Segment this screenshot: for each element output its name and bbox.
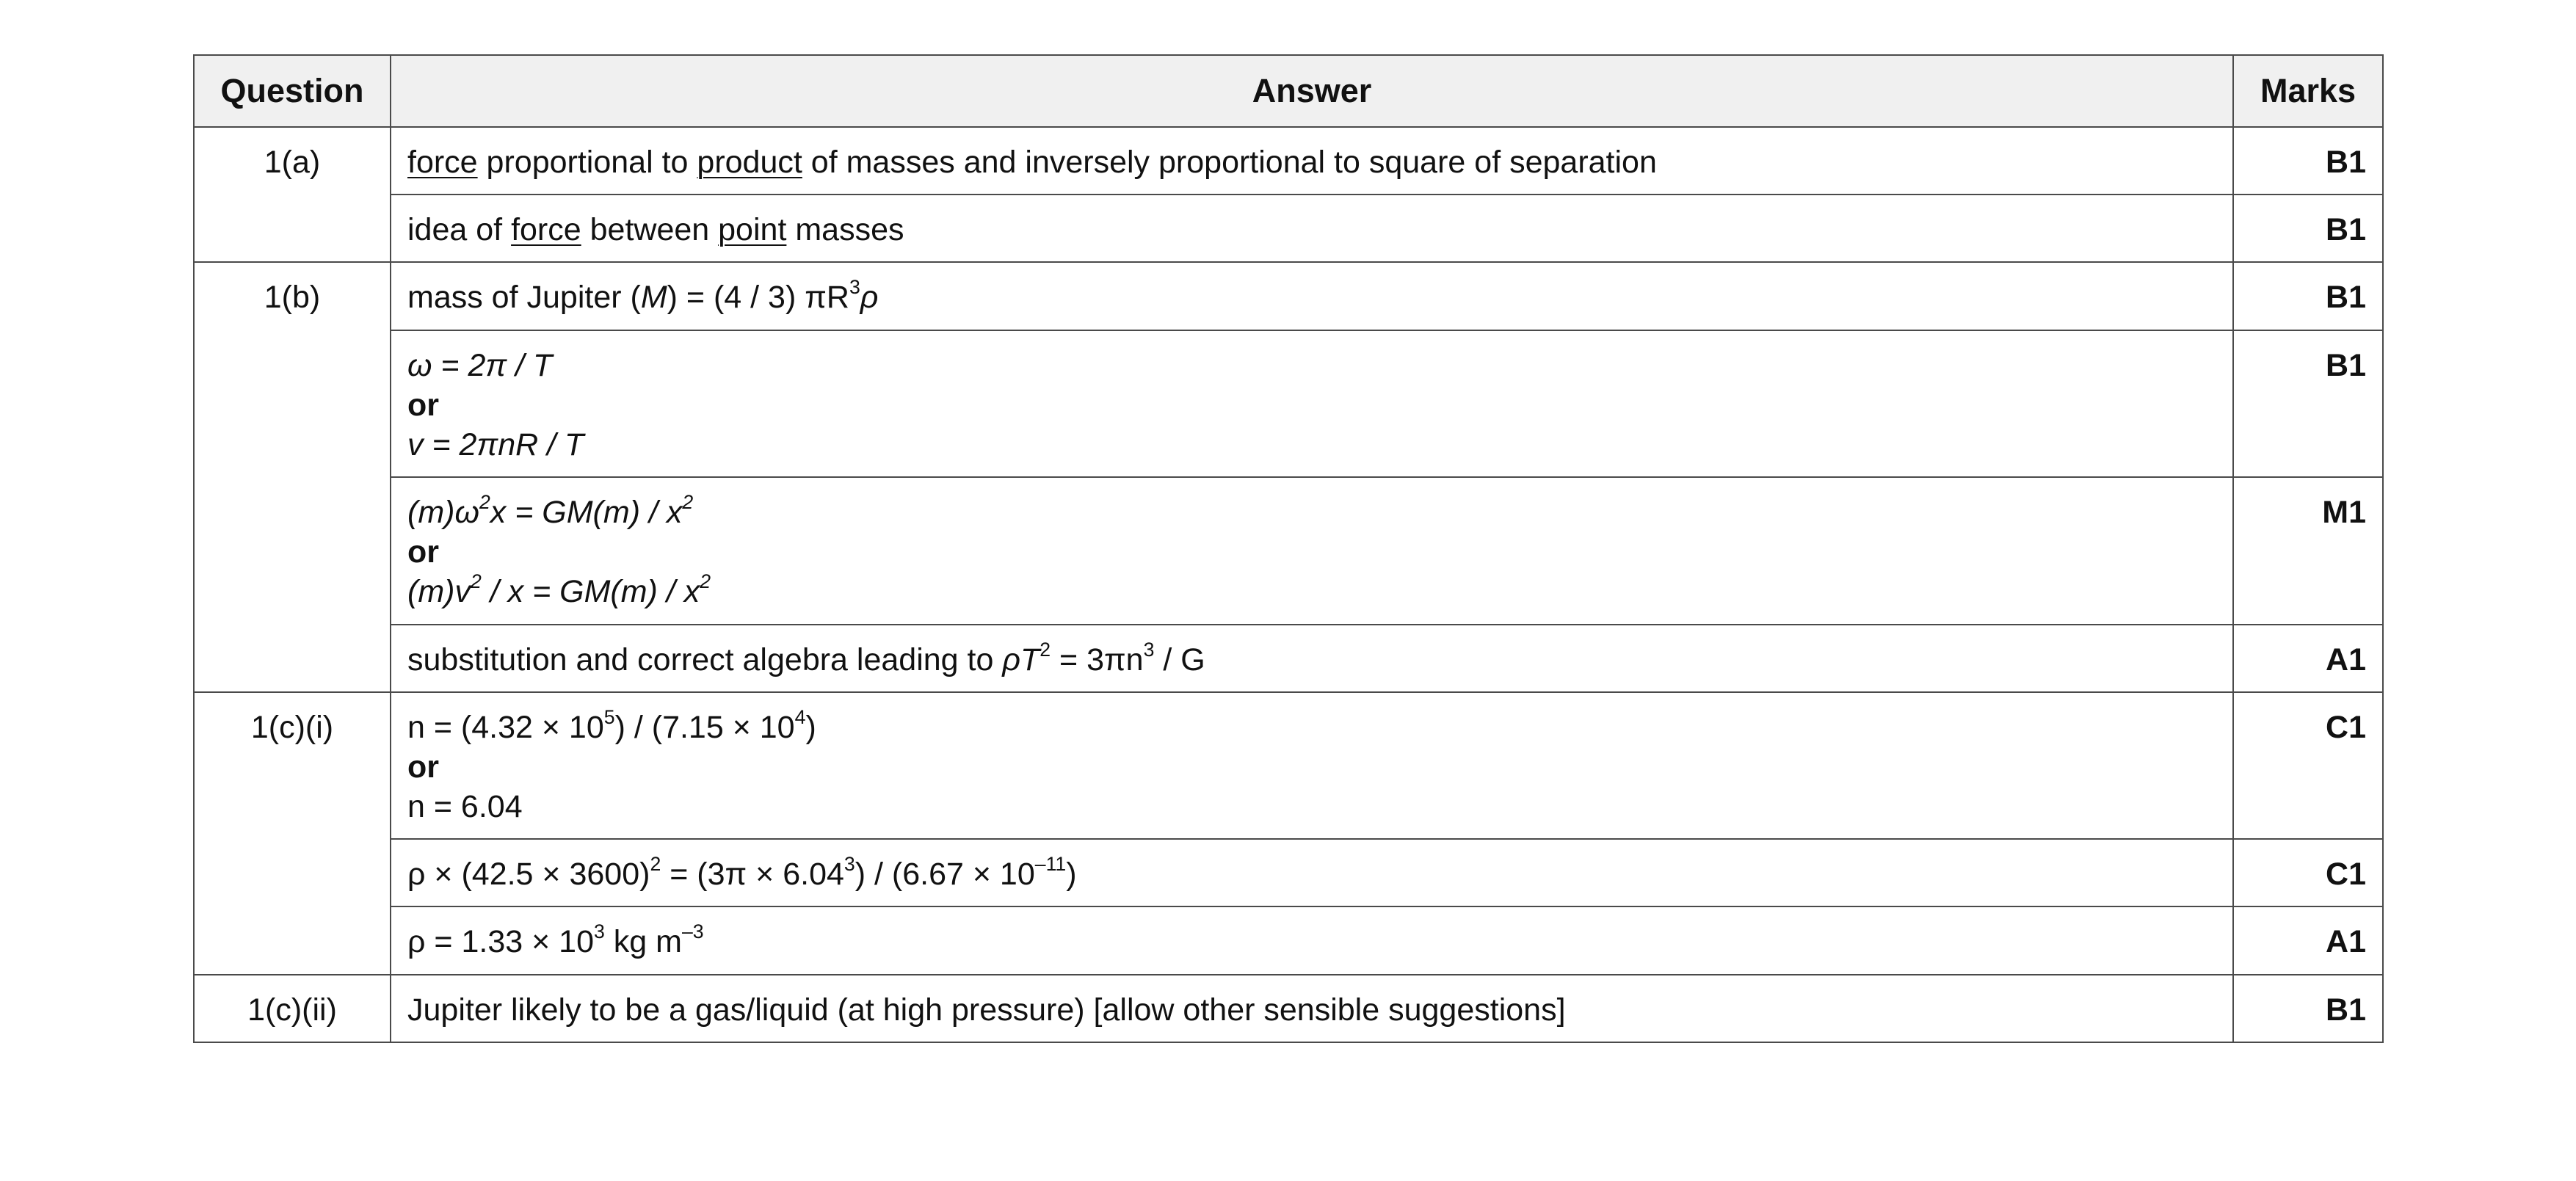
superscript: –11 (1034, 853, 1067, 876)
table-header (194, 55, 2383, 127)
answer-text: M (640, 280, 667, 316)
answer-text: x = GM(m) / x (490, 495, 683, 531)
answer-cell (391, 692, 2233, 840)
question-number: 1(a) (194, 127, 391, 262)
answer-cell (391, 477, 2233, 625)
answer-line (407, 490, 2218, 532)
answer-text: (m)v (407, 574, 471, 610)
answer-text: of masses and inversely proportional to square of separation (802, 145, 1657, 180)
question-number: 1(c)(ii) (194, 975, 391, 1042)
question-number: 1(b) (194, 262, 391, 691)
answer-text: masses (786, 212, 904, 248)
answer-cell (391, 975, 2233, 1042)
answer-text: ) = (4 / 3) πR (667, 280, 849, 316)
answer-cell (391, 127, 2233, 195)
superscript: 2 (700, 570, 711, 593)
superscript: 3 (849, 276, 860, 299)
or-label: or (407, 534, 439, 570)
answer-text: ρT (1002, 642, 1040, 677)
answer-text: kg m (604, 924, 682, 960)
answer-text: substitution and correct algebra leading to (407, 642, 1003, 677)
superscript: 2 (1040, 638, 1051, 661)
table-row (194, 195, 2383, 262)
answer-line (407, 572, 2218, 611)
mark-code: A1 (2233, 906, 2383, 974)
answer-text: / x = GM(m) / x (481, 574, 700, 610)
marks-column-header: Marks (2233, 55, 2383, 127)
answer-text: between (581, 212, 719, 248)
or-label: or (407, 387, 439, 423)
mark-code: M1 (2233, 477, 2383, 625)
answer-cell (391, 330, 2233, 478)
answer-text: force (407, 145, 478, 180)
mark-code: C1 (2233, 839, 2383, 906)
answer-text: = 3πn (1051, 642, 1144, 677)
superscript: 2 (470, 570, 482, 593)
superscript: 5 (603, 705, 615, 728)
superscript: 2 (682, 490, 694, 513)
answer-text: product (697, 145, 802, 180)
table-row (194, 477, 2383, 625)
answer-line: n = 6.04 (407, 789, 523, 825)
table-row (194, 975, 2383, 1042)
table-row (194, 692, 2383, 840)
mark-code: A1 (2233, 625, 2383, 692)
answer-text: ) / (7.15 × 10 (614, 709, 795, 745)
superscript: 3 (1143, 638, 1155, 661)
answer-cell (391, 195, 2233, 262)
mark-scheme-table (193, 54, 2384, 1043)
mark-code: B1 (2233, 330, 2383, 478)
question-column-header: Question (194, 55, 391, 127)
answer-column-header: Answer (391, 55, 2233, 127)
table-row (194, 262, 2383, 330)
mark-code: B1 (2233, 975, 2383, 1042)
answer-cell (391, 262, 2233, 330)
header-row (194, 55, 2383, 127)
table-row (194, 839, 2383, 906)
answer-text: (m)ω (407, 495, 479, 531)
answer-line: ω = 2π / T (407, 347, 553, 383)
answer-line (407, 705, 2218, 747)
answer-text: force (511, 212, 581, 248)
answer-text: ρ (860, 280, 879, 316)
mark-code: B1 (2233, 195, 2383, 262)
superscript: 2 (650, 853, 661, 876)
mark-code: B1 (2233, 127, 2383, 195)
answer-text: idea of (407, 212, 512, 248)
superscript: 3 (594, 920, 605, 943)
table-body (194, 127, 2383, 1042)
table-row (194, 330, 2383, 478)
answer-text: proportional to (477, 145, 697, 180)
superscript: 3 (843, 853, 855, 876)
or-label: or (407, 749, 439, 785)
answer-text: ) (805, 709, 816, 745)
answer-text: = (3π × 6.04 (661, 857, 844, 893)
answer-text: ) (1066, 857, 1077, 893)
table-row (194, 625, 2383, 692)
answer-text: ρ × (42.5 × 3600) (407, 857, 650, 893)
answer-text: ) / (6.67 × 10 (855, 857, 1035, 893)
answer-text: Jupiter likely to be a gas/liquid (at high pressure) [allow other sensible suggestions] (407, 992, 1566, 1028)
answer-text: mass of Jupiter ( (407, 280, 641, 316)
superscript: –3 (681, 920, 704, 943)
answer-cell (391, 906, 2233, 974)
mark-code: C1 (2233, 692, 2383, 840)
answer-text: point (718, 212, 787, 248)
answer-line: v = 2πnR / T (407, 426, 584, 462)
answer-text: / G (1154, 642, 1205, 677)
superscript: 2 (479, 490, 490, 513)
answer-text: ρ = 1.33 × 10 (407, 924, 594, 960)
answer-cell (391, 839, 2233, 906)
superscript: 4 (794, 705, 806, 728)
answer-cell (391, 625, 2233, 692)
table-row (194, 127, 2383, 195)
question-number: 1(c)(i) (194, 692, 391, 975)
mark-code: B1 (2233, 262, 2383, 330)
table-row (194, 906, 2383, 974)
answer-text: n = (4.32 × 10 (407, 709, 604, 745)
